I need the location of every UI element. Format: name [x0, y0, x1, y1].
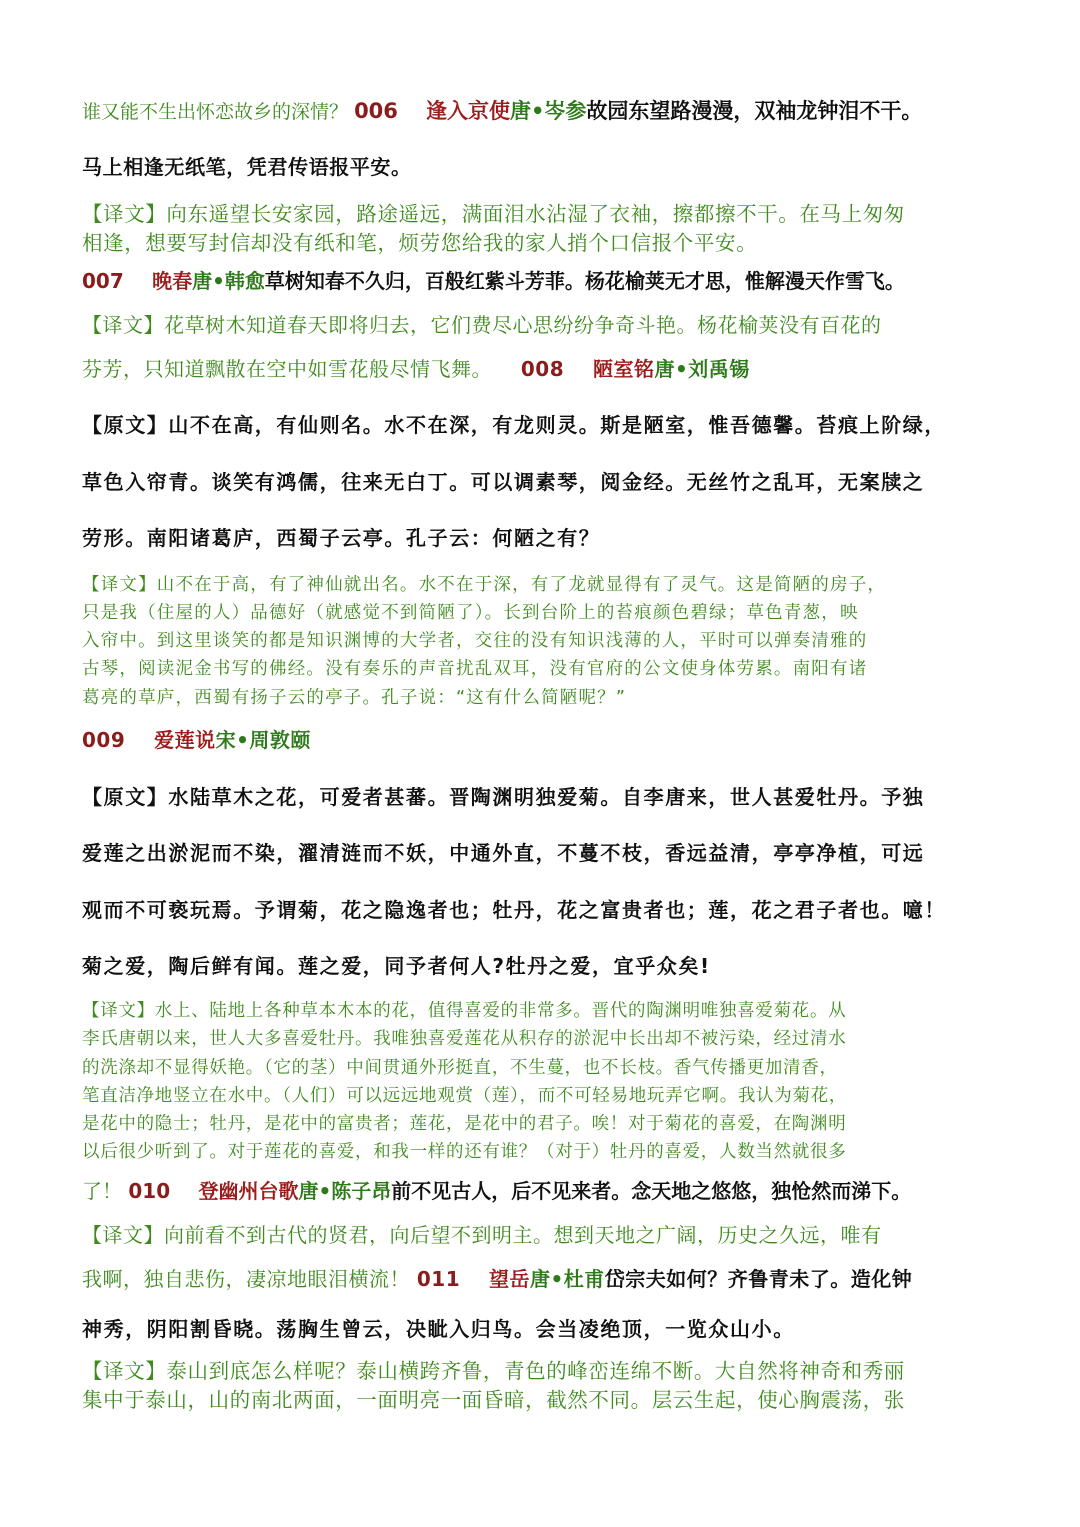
sec007-translation-line-2-with-008-heading — [82, 347, 1000, 391]
sec010-translation-line-1: 【译文】向前看不到古代的贤君，向后望不到明主。想到天地之广阔，历史之久远，唯有 — [82, 1222, 882, 1247]
sec011-translation — [82, 1357, 1000, 1415]
sec008-translation-line-1: 【译文】山不在于高，有了神仙就出名。水不在于深，有了龙就显得有了灵气。这是简陋的房子， — [82, 574, 887, 595]
sec006-translation-line-2: 相逢，想要写封信却没有纸和笔，烦劳您给我的家人捎个口信报个平安。 — [82, 231, 758, 255]
sec006-poem-b: 马上相逢无纸笔，凭君传语报平安。 — [82, 155, 412, 179]
sec009-translation-line-6: 以后很少听到了。对于莲花的喜爱，和我一样的还有谁？（对于）牡丹的喜爱，人数当然就很多 — [82, 1142, 847, 1163]
sec009-original-line-4: 菊之爱，陶后鲜有闻。莲之爱，同予者何人?牡丹之爱，宜乎众矣! — [82, 954, 711, 979]
sec008-original — [82, 397, 1000, 567]
sec008-translation — [82, 571, 1000, 712]
sec009-translation-line-5: 是花中的隐士；牡丹，是花中的富贵者；莲花，是花中的君子。唉！对于菊花的喜爱，在陶渊明 — [82, 1114, 847, 1135]
sec010-number: 010 — [128, 1178, 171, 1203]
sec011-number: 011 — [416, 1266, 461, 1291]
sec011-author: 唐•杜甫 — [529, 1266, 605, 1291]
sec010-translation-line-2: 我啊，独自悲伤，凄凉地眼泪横流！ — [82, 1266, 410, 1291]
sec010-title: 登幽州台歌 — [198, 1178, 299, 1203]
sec008-translation-line-3: 入帘中。到这里谈笑的都是知识渊博的大学者，交往的没有知识浅薄的人，平时可以弹奏清雅的 — [82, 631, 868, 652]
sec006-heading-line — [82, 92, 1000, 131]
sec008-original-line-2: 草色入帘青。谈笑有鸿儒，往来无白丁。可以调素琴，阅金经。无丝竹之乱耳，无案牍之 — [82, 469, 925, 494]
sec009-number: 009 — [82, 727, 126, 752]
sec010-author: 唐•陈子昂 — [298, 1178, 392, 1203]
sec007-author: 唐•韩愈 — [192, 269, 265, 293]
sec006-number: 006 — [354, 99, 398, 123]
sec007-translation-line-1: 【译文】花草树木知道春天即将归去，它们费尽心思纷纷争奇斗艳。杨花榆荚没有百花的 — [82, 313, 882, 337]
sec009-translation-line-3: 的洗涤却不显得妖艳。（它的茎）中间贯通外形挺直，不生蔓，也不长枝。香气传播更加清香， — [82, 1057, 838, 1078]
sec009-title: 爱莲说 — [154, 727, 216, 752]
sec009-translation-line-7: 了！ — [82, 1178, 122, 1203]
sec007-translation — [82, 303, 1000, 391]
sec011-translation-line-1: 【译文】泰山到底怎么样呢？泰山横跨齐鲁，青色的峰峦连绵不断。大自然将神奇和秀丽 — [82, 1359, 905, 1384]
sec008-translation-line-4: 古琴，阅读泥金书写的佛经。没有奏乐的声音扰乱双耳，没有官府的公文使身体劳累。南阳有诸 — [82, 659, 868, 680]
document-page — [82, 92, 1000, 1415]
sec006-translation — [82, 200, 1000, 258]
sec009-translation — [82, 997, 1000, 1167]
sec011-translation-line-2: 集中于泰山，山的南北两面，一面明亮一面昏暗，截然不同。层云生起，使心胸震荡，张 — [82, 1388, 905, 1413]
sec009-original-line-1: 【原文】水陆草木之花，可爱者甚蕃。晋陶渊明独爱菊。自李唐来，世人甚爱牡丹。予独 — [82, 784, 925, 809]
sec009-author: 宋•周敦颐 — [215, 727, 311, 752]
sec006-title: 逢入京使 — [425, 99, 510, 123]
sec011-poem-b: 神秀，阴阳割昏晓。荡胸生曾云，决眦入归鸟。会当凌绝顶，一览众山小。 — [82, 1316, 795, 1341]
intro-tail-text: 谁又能不生出怀恋故乡的深情？ — [82, 101, 349, 123]
sec008-original-line-1: 【原文】山不在高，有仙则名。水不在深，有龙则灵。斯是陋室，惟吾德馨。苔痕上阶绿， — [82, 413, 946, 437]
sec007-title: 晚春 — [152, 269, 193, 293]
sec007-heading-line — [82, 259, 1000, 303]
sec006-author: 唐•岑参 — [509, 99, 587, 123]
sec009-translation-line-2: 李氏唐朝以来，世人大多喜爱牡丹。我唯独喜爱莲花从积存的淤泥中长出却不被污染，经过清水 — [82, 1029, 847, 1050]
sec009-original — [82, 769, 1000, 995]
sec011-heading-line — [82, 1257, 1000, 1301]
sec011-title: 望岳 — [488, 1266, 530, 1291]
sec008-translation-line-2: 只是我（住屋的人）品德好（就感觉不到简陋了）。长到台阶上的苔痕颜色碧绿；草色青葱，映 — [82, 602, 859, 623]
sec008-title: 陋室铭 — [592, 357, 655, 381]
sec011-poem-a: 岱宗夫如何？齐鲁青未了。造化钟 — [604, 1266, 913, 1291]
sec009-translation-line-4: 笔直洁净地竖立在水中。（人们）可以远远地观赏（莲），而不可轻易地玩弄它啊。我认为菊花， — [82, 1085, 848, 1106]
sec010-heading-line — [82, 1169, 1000, 1213]
sec009-heading-line — [82, 718, 1000, 762]
sec007-translation-line-2: 芬芳，只知道飘散在空中如雪花般尽情飞舞。 — [82, 357, 492, 381]
sec007-poem: 草树知春不久归，百般红紫斗芳菲。杨花榆荚无才思，惟解漫天作雪飞。 — [264, 269, 905, 293]
sec006-poem-a: 故园东望路漫漫，双袖龙钟泪不干。 — [586, 99, 923, 123]
sec008-original-line-3: 劳形。南阳诸葛庐，西蜀子云亭。孔子云：何陋之有？ — [82, 526, 601, 550]
sec007-number: 007 — [82, 269, 124, 293]
sec010-poem: 前不见古人，后不见来者。念天地之悠悠，独怆然而涕下。 — [391, 1178, 912, 1203]
sec009-translation-line-1: 【译文】水上、陆地上各种草本木本的花，值得喜爱的非常多。晋代的陶渊明唯独喜爱菊花。从 — [82, 1000, 847, 1021]
sec008-translation-line-5: 葛亮的草庐，西蜀有扬子云的亭子。孔子说：“这有什么简陋呢？” — [82, 687, 627, 708]
sec009-original-line-2: 爱莲之出淤泥而不染，濯清涟而不妖，中通外直，不蔓不枝，香远益清，亭亭净植，可远 — [82, 841, 925, 866]
sec006-translation-line-1: 【译文】向东遥望长安家园，路途遥远，满面泪水沾湿了衣袖，擦都擦不干。在马上匆匆 — [82, 202, 905, 226]
sec009-original-line-3: 观而不可亵玩焉。予谓菊，花之隐逸者也；牡丹，花之富贵者也；莲，花之君子者也。噫！ — [82, 897, 946, 922]
sec010-translation — [82, 1213, 1000, 1301]
sec008-number: 008 — [520, 357, 565, 381]
sec008-author: 唐•刘禹锡 — [654, 357, 750, 381]
